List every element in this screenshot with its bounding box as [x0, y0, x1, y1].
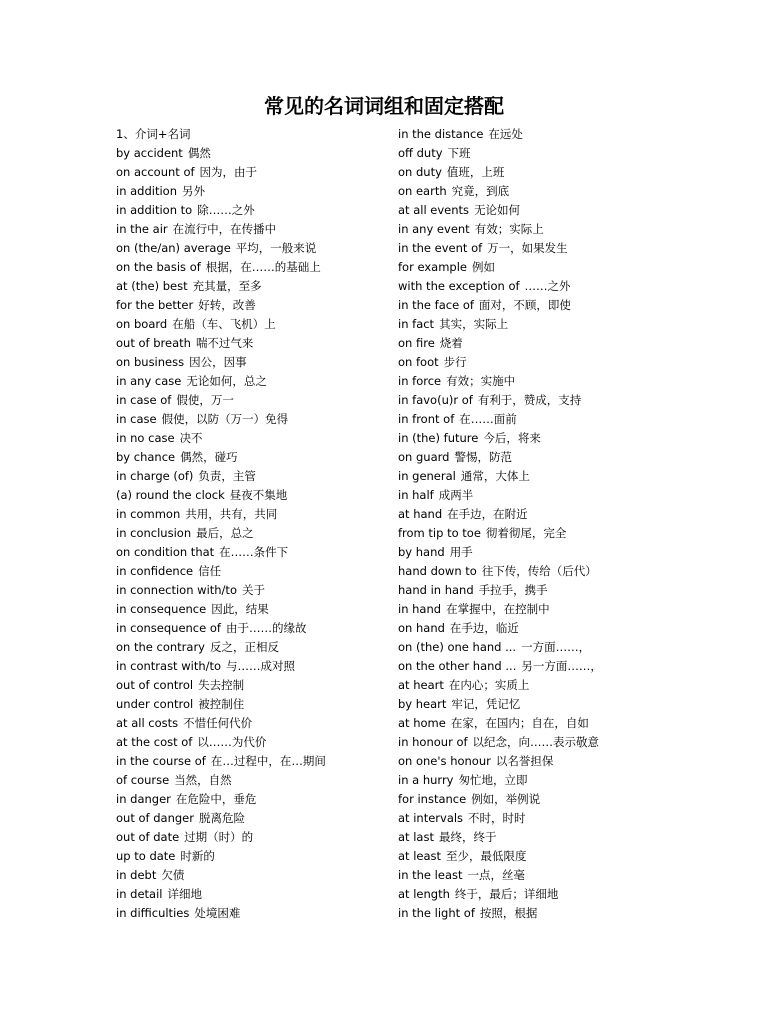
phrase-meaning: 决不: [179, 431, 203, 445]
phrase-text: at length: [398, 887, 450, 901]
phrase-text: out of danger: [116, 811, 194, 825]
phrase-entry: [116, 809, 386, 828]
phrase-meaning: 负责，主管: [198, 469, 256, 483]
phrase-meaning: 被控制住: [198, 697, 245, 711]
phrase-entry: [116, 828, 386, 847]
phrase-text: in common: [116, 507, 181, 521]
phrase-text: at home: [398, 716, 446, 730]
phrase-meaning: 例如，举例说: [471, 792, 541, 806]
phrase-entry: [116, 163, 386, 182]
phrase-entry: [116, 733, 386, 752]
phrase-text: on earth: [398, 184, 447, 198]
phrase-meaning: 万一，如果发生: [487, 241, 568, 255]
page-title: 常见的名词词组和固定搭配: [264, 94, 504, 118]
phrase-text: in (the) future: [398, 431, 479, 445]
phrase-meaning: 偶然，碰巧: [180, 450, 238, 464]
phrase-entry: [116, 296, 386, 315]
phrase-entry: [116, 258, 386, 277]
phrase-text: in honour of: [398, 735, 468, 749]
phrase-text: in no case: [116, 431, 175, 445]
phrase-meaning: 失去控制: [198, 678, 245, 692]
phrase-entry: [116, 467, 386, 486]
phrase-text: in front of: [398, 412, 455, 426]
phrase-entry: [116, 486, 386, 505]
phrase-meaning: 在内心；实质上: [448, 678, 530, 692]
phrase-meaning: 在船（车、飞机）上: [172, 317, 276, 331]
phrase-meaning: 终于，最后；详细地: [454, 887, 559, 901]
phrase-entry: [116, 448, 386, 467]
phrase-entry: [116, 201, 386, 220]
phrase-entry: [116, 562, 386, 581]
phrase-entry: [398, 562, 658, 581]
phrase-text: hand in hand: [398, 583, 474, 597]
phrase-text: by accident: [116, 146, 183, 160]
phrase-entry: [116, 391, 386, 410]
phrase-meaning: 匆忙地，立即: [458, 773, 528, 787]
phrase-meaning: 与……成对照: [226, 659, 296, 673]
phrase-meaning: 今后，将来: [483, 431, 541, 445]
phrase-entry: [116, 638, 386, 657]
phrase-meaning: 其实，实际上: [439, 317, 509, 331]
phrase-entry: [116, 524, 386, 543]
phrase-entry: [398, 486, 658, 505]
phrase-meaning: 成两半: [438, 488, 474, 502]
phrase-text: in contrast with/to: [116, 659, 222, 673]
phrase-text: under control: [116, 697, 194, 711]
phrase-meaning: ……之外: [524, 279, 571, 293]
phrase-meaning: 有利于，赞成，支持: [477, 393, 582, 407]
phrase-text: in confidence: [116, 564, 194, 578]
phrase-entry: [116, 353, 386, 372]
phrase-meaning: 在流行中，在传播中: [172, 222, 277, 236]
phrase-entry: [398, 581, 658, 600]
phrase-meaning: 根据，在……的基础上: [205, 260, 321, 274]
phrase-text: for example: [398, 260, 467, 274]
phrase-meaning: 值班，上班: [446, 165, 505, 179]
phrase-entry: [116, 790, 386, 809]
phrase-text: on business: [116, 355, 185, 369]
phrase-meaning: 除……之外: [197, 203, 255, 217]
phrase-text: in detail: [116, 887, 163, 901]
phrase-entry: [398, 505, 658, 524]
phrase-entry: [116, 543, 386, 562]
phrase-text: in any event: [398, 222, 470, 236]
phrase-meaning: 当然，自然: [174, 773, 232, 787]
phrase-meaning: 最终，终于: [438, 830, 497, 844]
phrase-entry: [398, 144, 658, 163]
phrase-entry: [398, 733, 658, 752]
phrase-entry: [398, 125, 658, 144]
phrase-meaning: 下班: [447, 146, 471, 160]
phrase-entry: [116, 771, 386, 790]
phrase-meaning: 在手边，临近: [449, 621, 519, 635]
phrase-text: in hand: [398, 602, 442, 616]
phrase-entry: [398, 904, 658, 923]
phrase-entry: [116, 657, 386, 676]
phrase-text: on the basis of: [116, 260, 201, 274]
phrase-text: on foot: [398, 355, 439, 369]
phrase-text: in fact: [398, 317, 435, 331]
phrase-entry: [398, 182, 658, 201]
phrase-meaning: 以……为代价: [197, 735, 267, 749]
phrase-meaning: 在危险中，垂危: [175, 792, 257, 806]
phrase-text: in case of: [116, 393, 172, 407]
phrase-entry: [398, 866, 658, 885]
phrase-meaning: 警惕，防范: [454, 450, 512, 464]
phrase-meaning: 充其量，至多: [192, 279, 262, 293]
phrase-meaning: 面对，不顾，即使: [478, 298, 571, 312]
phrase-meaning: 平均，一般来说: [235, 241, 317, 255]
phrase-text: in consequence: [116, 602, 207, 616]
phrase-meaning: 由于……的缘故: [225, 621, 307, 635]
phrase-text: on fire: [398, 336, 435, 350]
phrase-meaning: 在……面前: [459, 412, 517, 426]
phrase-text: out of date: [116, 830, 180, 844]
phrase-meaning: 假使，以防（万一）免得: [161, 412, 289, 426]
phrase-meaning: 无论如何，总之: [186, 374, 267, 388]
right-column: [398, 125, 658, 923]
phrase-text: in any case: [116, 374, 182, 388]
phrase-meaning: 不时，时时: [468, 811, 526, 825]
phrase-entry: [116, 885, 386, 904]
phrase-meaning: 牢记，凭记忆: [451, 697, 521, 711]
phrase-entry: [398, 676, 658, 695]
phrase-text: in the course of: [116, 754, 206, 768]
phrase-entry: [398, 429, 658, 448]
phrase-meaning: 有效；实际上: [474, 222, 544, 236]
phrase-text: in danger: [116, 792, 171, 806]
phrase-meaning: 究竟，到底: [451, 184, 510, 198]
phrase-text: in the light of: [398, 906, 475, 920]
phrase-meaning: 通常，大体上: [460, 469, 530, 483]
phrase-entry: [116, 904, 386, 923]
phrase-meaning: 假使，万一: [176, 393, 234, 407]
phrase-entry: [398, 353, 658, 372]
phrase-entry: [116, 619, 386, 638]
phrase-meaning: 最后，总之: [196, 526, 254, 540]
phrase-entry: [398, 296, 658, 315]
phrase-entry: [116, 752, 386, 771]
phrase-entry: [116, 239, 386, 258]
phrase-entry: [398, 448, 658, 467]
phrase-entry: [398, 809, 658, 828]
phrase-text: in the event of: [398, 241, 483, 255]
phrase-text: at heart: [398, 678, 444, 692]
phrase-text: up to date: [116, 849, 176, 863]
phrase-meaning: 另外: [182, 184, 206, 198]
phrase-text: in difficulties: [116, 906, 190, 920]
phrase-meaning: 欠债: [161, 868, 185, 882]
phrase-text: by hand: [398, 545, 445, 559]
phrase-text: at last: [398, 830, 434, 844]
phrase-entry: [116, 125, 386, 144]
phrase-text: with the exception of: [398, 279, 520, 293]
phrase-entry: [116, 714, 386, 733]
phrase-entry: [398, 695, 658, 714]
phrase-meaning: 烧着: [439, 336, 463, 350]
phrase-meaning: 无论如何: [474, 203, 521, 217]
phrase-meaning: 共用，共有，共同: [185, 507, 278, 521]
phrase-text: hand down to: [398, 564, 477, 578]
phrase-text: by chance: [116, 450, 176, 464]
phrase-meaning: 因为，由于: [199, 165, 258, 179]
phrase-text: at all events: [398, 203, 470, 217]
phrase-entry: [398, 201, 658, 220]
phrase-text: at the cost of: [116, 735, 193, 749]
phrase-entry: [398, 638, 658, 657]
phrase-meaning: 在……条件下: [219, 545, 289, 559]
phrase-text: in debt: [116, 868, 157, 882]
phrase-entry: [398, 600, 658, 619]
phrase-entry: [116, 847, 386, 866]
phrase-entry: [398, 277, 658, 296]
phrase-text: by heart: [398, 697, 447, 711]
phrase-text: in conclusion: [116, 526, 192, 540]
phrase-meaning: 另一方面……，: [521, 659, 602, 673]
phrase-entry: [116, 277, 386, 296]
phrase-entry: [116, 220, 386, 239]
phrase-text: in case: [116, 412, 157, 426]
phrase-text: on (the) one hand ...: [398, 640, 517, 654]
phrase-text: at (the) best: [116, 279, 188, 293]
phrase-text: (a) round the clock: [116, 488, 225, 502]
phrase-text: in force: [398, 374, 442, 388]
phrase-entry: [398, 163, 658, 182]
phrase-entry: [116, 372, 386, 391]
phrase-text: on the contrary: [116, 640, 205, 654]
phrase-text: at hand: [398, 507, 443, 521]
phrase-entry: [398, 790, 658, 809]
phrase-entry: [398, 771, 658, 790]
phrase-text: in a hurry: [398, 773, 454, 787]
phrase-text: in charge (of): [116, 469, 194, 483]
phrase-text: 1、介词+名词: [116, 127, 191, 141]
phrase-text: in the least: [398, 868, 463, 882]
phrase-meaning: 好转，改善: [198, 298, 256, 312]
phrase-entry: [116, 410, 386, 429]
phrase-meaning: 用手: [449, 545, 473, 559]
phrase-entry: [116, 505, 386, 524]
phrase-meaning: 处境困难: [194, 906, 241, 920]
phrase-entry: [116, 581, 386, 600]
phrase-meaning: 信任: [198, 564, 222, 578]
phrase-text: in connection with/to: [116, 583, 237, 597]
phrase-text: on condition that: [116, 545, 215, 559]
phrase-meaning: 一方面……，: [521, 640, 591, 654]
phrase-entry: [398, 885, 658, 904]
phrase-meaning: 步行: [443, 355, 467, 369]
phrase-entry: [116, 334, 386, 353]
phrase-entry: [398, 714, 658, 733]
phrase-meaning: 因此，结果: [211, 602, 269, 616]
phrase-entry: [398, 258, 658, 277]
phrase-text: in half: [398, 488, 434, 502]
phrase-meaning: 一点，丝毫: [467, 868, 525, 882]
phrase-meaning: 不惜任何代价: [183, 716, 253, 730]
phrase-entry: [398, 467, 658, 486]
phrase-entry: [398, 372, 658, 391]
phrase-meaning: 在远处: [488, 127, 523, 141]
phrase-meaning: 关于: [241, 583, 265, 597]
phrase-text: at all costs: [116, 716, 179, 730]
phrase-text: on account of: [116, 165, 195, 179]
phrase-text: from tip to toe: [398, 526, 481, 540]
phrase-meaning: 在家，在国内；自在，自如: [450, 716, 589, 730]
phrase-entry: [398, 220, 658, 239]
phrase-meaning: 手拉手，携手: [478, 583, 548, 597]
phrase-meaning: 在掌握中，在控制中: [446, 602, 550, 616]
phrase-meaning: 喘不过气来: [195, 336, 254, 350]
phrase-text: on board: [116, 317, 168, 331]
phrase-meaning: 昼夜不集地: [229, 488, 288, 502]
phrase-entry: [116, 676, 386, 695]
left-column: [116, 125, 386, 923]
phrase-entry: [116, 600, 386, 619]
phrase-text: in general: [398, 469, 456, 483]
phrase-meaning: 脱离危险: [198, 811, 245, 825]
phrase-entry: [116, 144, 386, 163]
phrase-meaning: 反之，正相反: [209, 640, 279, 654]
phrase-meaning: 例如: [471, 260, 495, 274]
phrase-text: off duty: [398, 146, 443, 160]
phrase-entry: [398, 239, 658, 258]
phrase-meaning: 偶然: [187, 146, 211, 160]
phrase-text: in the face of: [398, 298, 474, 312]
phrase-meaning: 往下传，传给（后代）: [481, 564, 597, 578]
phrase-text: in favo(u)r of: [398, 393, 473, 407]
phrase-text: of course: [116, 773, 170, 787]
phrase-meaning: 在手边，在附近: [447, 507, 528, 521]
phrase-meaning: 以名誉担保: [495, 754, 554, 768]
phrase-text: on one's honour: [398, 754, 491, 768]
phrase-entry: [398, 619, 658, 638]
phrase-meaning: 以纪念，向……表示敬意: [472, 735, 600, 749]
phrase-entry: [116, 866, 386, 885]
phrase-meaning: 彻着彻尾，完全: [485, 526, 567, 540]
phrase-text: on the other hand ...: [398, 659, 517, 673]
phrase-meaning: 详细地: [167, 887, 202, 901]
phrase-meaning: 在…过程中，在…期间: [210, 754, 326, 768]
phrase-entry: [398, 828, 658, 847]
phrase-text: for instance: [398, 792, 467, 806]
phrase-text: at intervals: [398, 811, 464, 825]
phrase-meaning: 过期（时）的: [184, 830, 254, 844]
phrase-entry: [398, 334, 658, 353]
phrase-text: on duty: [398, 165, 442, 179]
phrase-entry: [116, 315, 386, 334]
phrase-meaning: 时新的: [180, 849, 215, 863]
phrase-entry: [398, 657, 658, 676]
phrase-text: on (the/an) average: [116, 241, 231, 255]
phrase-text: out of breath: [116, 336, 191, 350]
phrase-entry: [398, 524, 658, 543]
phrase-text: in the air: [116, 222, 168, 236]
phrase-entry: [398, 315, 658, 334]
phrase-text: at least: [398, 849, 442, 863]
phrase-text: out of control: [116, 678, 194, 692]
phrase-text: in addition to: [116, 203, 193, 217]
phrase-text: on guard: [398, 450, 450, 464]
phrase-text: for the better: [116, 298, 194, 312]
phrase-text: in addition: [116, 184, 178, 198]
phrase-meaning: 因公，因事: [189, 355, 247, 369]
phrase-entry: [398, 410, 658, 429]
phrase-entry: [116, 429, 386, 448]
phrase-text: in the distance: [398, 127, 484, 141]
phrase-entry: [116, 182, 386, 201]
phrase-entry: [398, 847, 658, 866]
phrase-entry: [116, 695, 386, 714]
phrase-entry: [398, 543, 658, 562]
phrase-entry: [398, 752, 658, 771]
phrase-text: in consequence of: [116, 621, 221, 635]
phrase-meaning: 有效；实施中: [446, 374, 516, 388]
phrase-meaning: 至少，最低限度: [446, 849, 527, 863]
phrase-text: on hand: [398, 621, 445, 635]
phrase-meaning: 按照，根据: [479, 906, 538, 920]
phrase-entry: [398, 391, 658, 410]
